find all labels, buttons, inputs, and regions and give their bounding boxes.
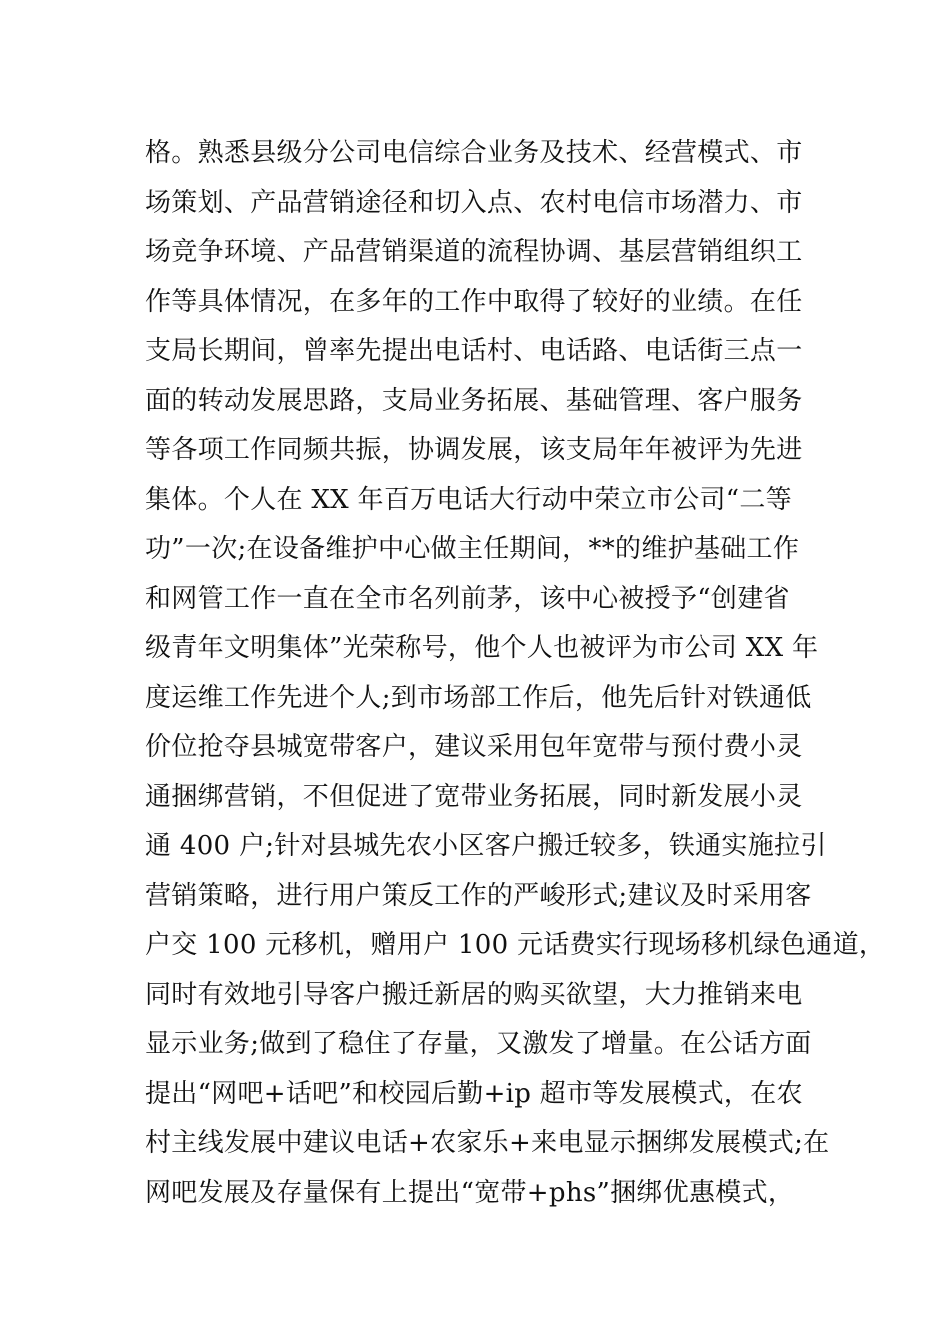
text-line: 面的转动发展思路，支局业务拓展、基础管理、客户服务 xyxy=(145,385,803,416)
text-line: 场竞争环境、产品营销渠道的流程协调、基层营销组织工 xyxy=(145,237,803,267)
text-line: 作等具体情况，在多年的工作中取得了较好的业绩。在任 xyxy=(145,286,803,317)
text-line: 显示业务;做到了稳住了存量，又激发了增量。在公话方面 xyxy=(145,1029,812,1059)
text-line: 同时有效地引导客户搬迁新居的购买欲望，大力推销来电 xyxy=(145,979,803,1010)
text-line: 村主线发展中建议电话+农家乐+来电显示捆绑发展模式;在 xyxy=(145,1128,830,1158)
text-line: 格。熟悉县级分公司电信综合业务及技术、经营模式、市 xyxy=(145,138,803,168)
text-line: 提出“网吧+话吧”和校园后勤+ip 超市等发展模式，在农 xyxy=(145,1078,803,1109)
text-line: 等各项工作同频共振，协调发展，该支局年年被评为先进 xyxy=(145,435,803,465)
text-line: 支局长期间，曾率先提出电话村、电话路、电话街三点一 xyxy=(145,336,803,366)
text-line: 功”一次;在设备维护中心做主任期间，**的维护基础工作 xyxy=(145,534,800,564)
text-line: 户交 100 元移机，赠用户 100 元话费实行现场移机绿色通道， xyxy=(145,930,886,960)
text-line: 通捆绑营销，不但促进了宽带业务拓展，同时新发展小灵 xyxy=(145,781,803,812)
document-body xyxy=(145,129,886,1218)
text-line: 集体。个人在 XX 年百万电话大行动中荣立市公司“二等 xyxy=(145,484,792,515)
text-line: 网吧发展及存量保有上提出“宽带+phs”捆绑优惠模式， xyxy=(145,1177,795,1208)
text-line: 度运维工作先进个人;到市场部工作后，他先后针对铁通低 xyxy=(145,682,812,713)
text-line: 场策划、产品营销途径和切入点、农村电信市场潜力、市 xyxy=(145,187,803,218)
text-line: 级青年文明集体”光荣称号，他个人也被评为市公司 XX 年 xyxy=(145,633,819,663)
text-line: 通 400 户;针对县城先农小区客户搬迁较多，铁通实施拉引 xyxy=(145,831,827,861)
text-line: 和网管工作一直在全市名列前茅，该中心被授予“创建省 xyxy=(145,583,790,614)
text-line: 营销策略，进行用户策反工作的严峻形式;建议及时采用客 xyxy=(145,880,812,911)
text-line: 价位抢夺县城宽带客户，建议采用包年宽带与预付费小灵 xyxy=(145,732,803,762)
